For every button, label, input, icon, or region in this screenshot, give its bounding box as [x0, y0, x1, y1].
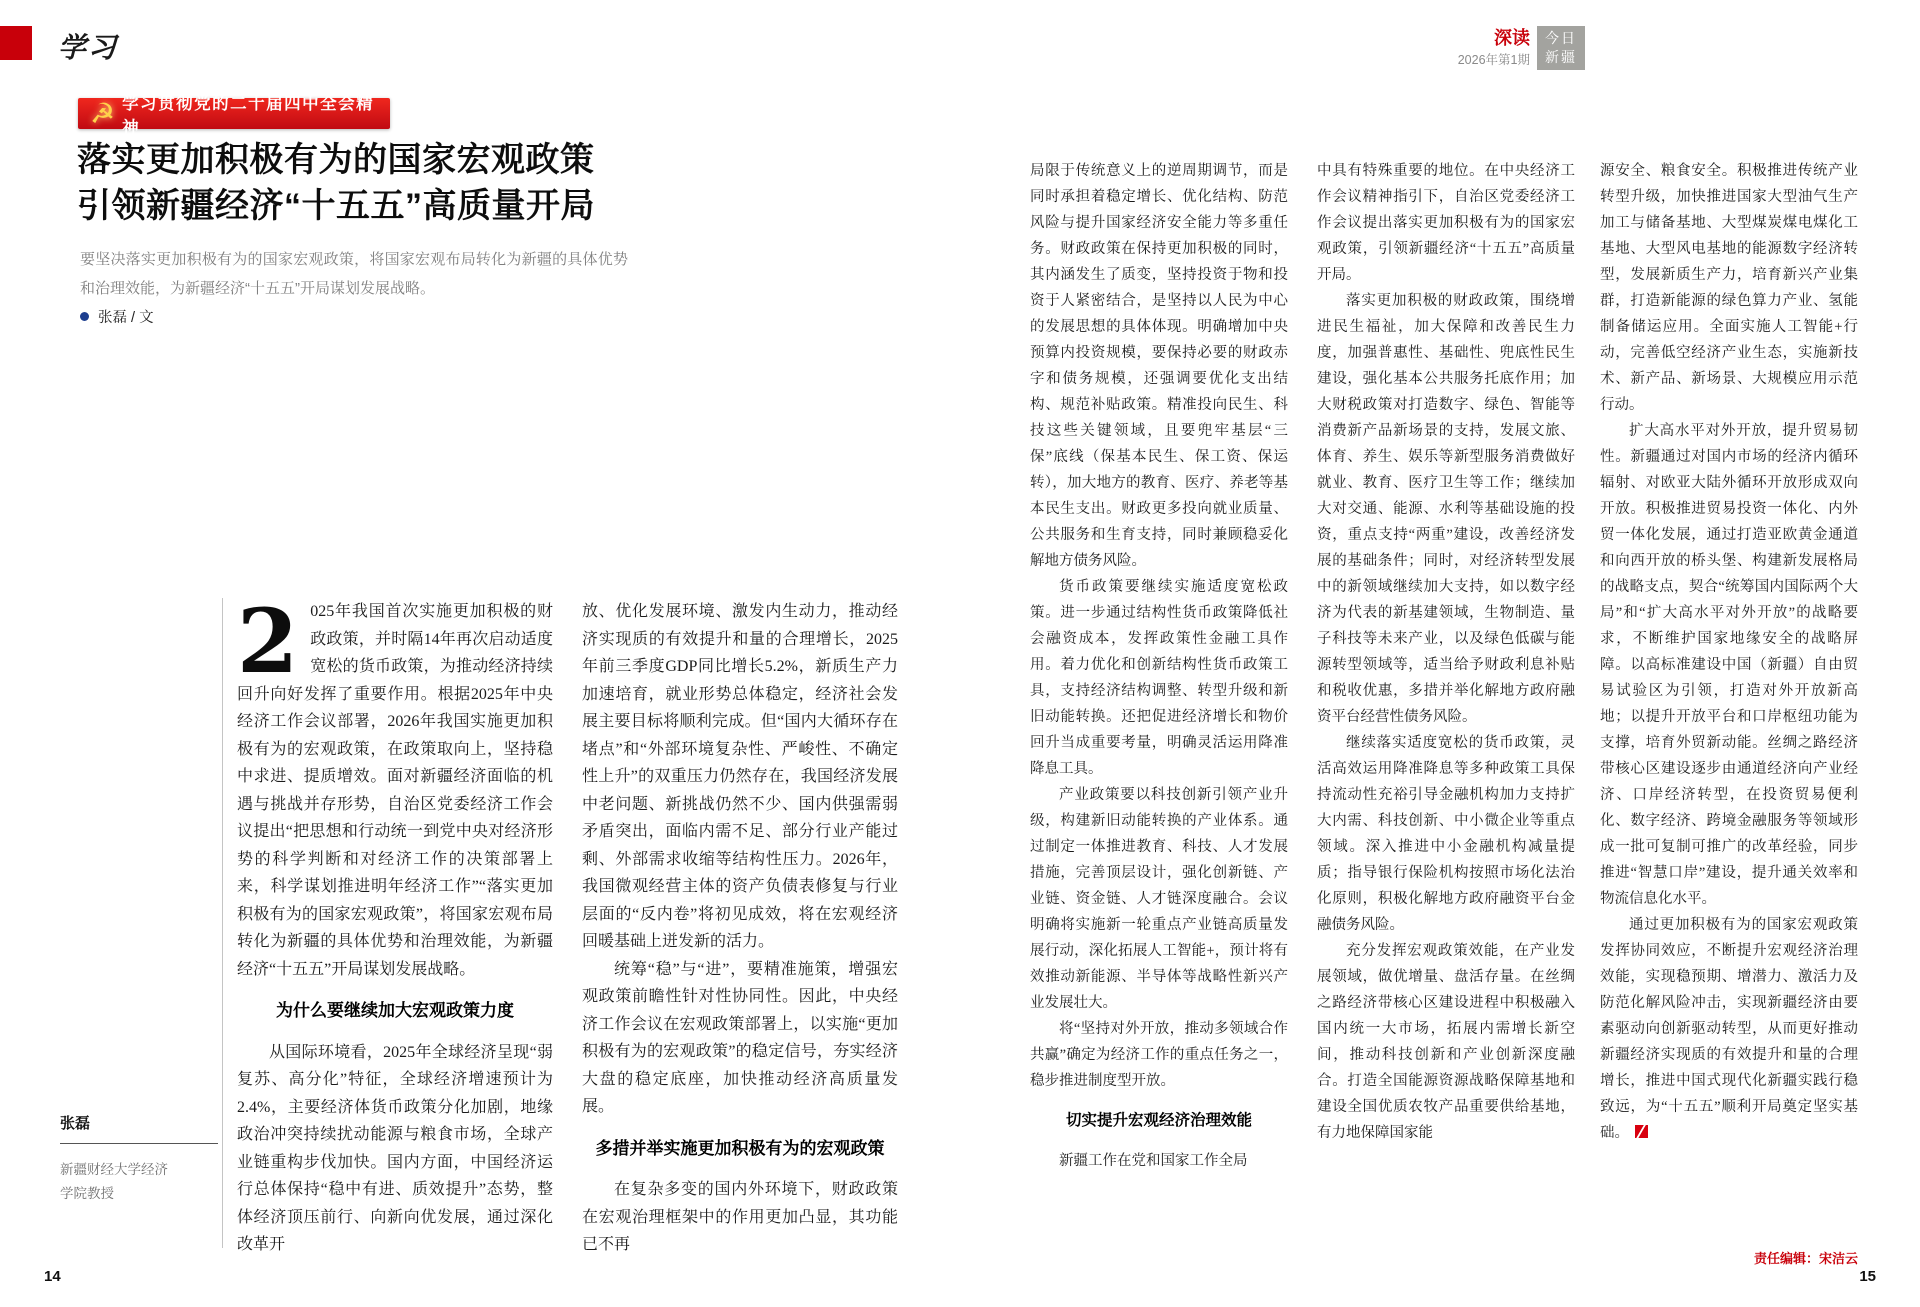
body-paragraph: 2 025年我国首次实施更加积极的财政政策，并时隔14年再次启动适度宽松的货币政策，为推动经济持续回升向好发挥了重要作用。根据2025年中央经济工作会议部署，2026年我国实施更加积极有为的宏观政策，在政策取向上，坚持稳中求进、提质增效。面对新疆经济面临的机遇与挑战并存形势，自治区党委经济工作会议提出“把思想和行动统一到党中央对经济形势的科学判断和对经济工作的决策部署上来，科学谋划推进明年经济工作”“落实更加积极有为的国家宏观政策”，将国家宏观布局转化为新疆的具体优势和治理效能，为新疆经济“十五五”开局谋划发展战略。 — [237, 589, 553, 978]
body-paragraph: 继续落实适度宽松的货币政策，灵活高效运用降准降息等多种政策工具保持流动性充裕引导金融机构加力支持扩大内需、科技创新、中小微企业等重点领域。深入推进中小金融机构减量提质；指导银行保险机构按照市场化法治化原则，积极化解地方政府融资平台金融债务风险。 — [1317, 735, 1575, 933]
article-title-line2: 引领新疆经济“十五五”高质量开局 — [77, 187, 595, 225]
author-name: 张磊 — [60, 1115, 91, 1132]
issue-label: 2026年第1期 — [1457, 53, 1530, 67]
section-heading: 多措并举实施更加积极有为的宏观政策 — [595, 1138, 885, 1158]
article-end-mark — [1635, 1125, 1648, 1138]
body-paragraph: 产业政策要以科技创新引领产业升级，构建新旧动能转换的产业体系。通过制定一体推进教育、科技、人才发展措施，完善顶层设计，强化创新链、产业链、资金链、人才链深度融合。会议明确将实施新一轮重点产业链高质量发展行动，深化拓展人工智能+，预计将有效推动新能源、半导体等战略性新兴产业发展壮大。 — [1030, 787, 1288, 1011]
banner-label: 学习贯彻党的二十届四中全会精神 — [122, 94, 375, 137]
byline-text: 张磊 / 文 — [98, 310, 154, 326]
body-paragraph: 放、优化发展环境、激发内生动力，推动经济实现质的有效提升和量的合理增长，2025年前三季度GDP同比增长5.2%，新质生产力加速培育，就业形势总体稳定，经济社会发展主要目标将顺利完成。但“国内大循环存在堵点”和“外部环境复杂性、严峻性、不确定性上升”的双重压力仍然存在，我国经济发展中老问题、新挑战仍然不少、国内供强需弱矛盾突出，面临内需不足、部分行业产能过剩、外部需求收缩等结构性压力。2026年，我国微观经营主体的资产负债表修复与行业层面的“反内卷”将初见成效，将在宏观经济回暖基础上迸发新的活力。 — [582, 603, 898, 950]
bio-divider — [60, 1143, 218, 1144]
body-paragraph: 在复杂多变的国内外环境下，财政政策在宏观治理框架中的作用更加凸显，其功能已不再 — [582, 1181, 898, 1253]
right-page-column-1 — [1030, 158, 1288, 1174]
article-deck: 要坚决落实更加积极有为的国家宏观政策，将国家宏观布局转化为新疆的具体优势和治理效能，为新疆经济“十五五”开局谋划发展战略。 — [80, 251, 628, 297]
body-paragraph: 统筹“稳”与“进”，要精准施策，增强宏观政策前瞻性针对性协同性。因此，中央经济工作会议在宏观政策部署上，以实施“更加积极有为的宏观政策”的稳定信号，夯实经济大盘的稳定底座，加快推动经济高质量发展。 — [582, 960, 898, 1115]
section-heading: 切实提升宏观经济治理效能 — [1065, 1112, 1252, 1129]
column-rule — [222, 598, 223, 1248]
party-emblem-icon: ☭ — [90, 97, 116, 129]
body-paragraph: 落实更加积极的财政政策，围绕增进民生福祉，加大保障和改善民生力度，加强普惠性、基础性、兜底性民生建设，强化基本公共服务托底作用；加大财税政策对打造数字、绿色、智能等消费新产品新场景的支持，发展文旅、体育、养生、娱乐等新型服务消费做好就业、教育、医疗卫生等工作；继续加大对交通、能源、水利等基础设施的投资，重点支持“两重”建设，改善经济发展的基础条件；同时，对经济转型发展中的新领域继续加大支持，如以数字经济为代表的新基建领域，生物制造、量子科技等未来产业，以及绿色低碳与能源转型领域等，适当给予财政利息补贴和税收优惠，多措并举化解地方政府融资平台经营性债务风险。 — [1317, 293, 1575, 725]
body-paragraph: 中具有特殊重要的地位。在中央经济工作会议精神指引下，自治区党委经济工作会议提出落实更加积极有为的国家宏观政策，引领新疆经济“十五五”高质量开局。 — [1317, 163, 1575, 283]
page-kicker: 学习 — [58, 31, 119, 64]
body-paragraph: 充分发挥宏观政策效能，在产业发展领域，做优增量、盘活存量。在丝绸之路经济带核心区建设进程中积极融入国内统一大市场，拓展内需增长新空间，推动科技创新和产业创新深度融合。打造全国能源资源战略保障基地和建设全国优质农牧产品重要供给基地，有力地保障国家能 — [1317, 943, 1575, 1141]
body-paragraph: 货币政策要继续实施适度宽松政策。进一步通过结构性货币政策降低社会融资成本，发挥政策性金融工具作用。着力优化和创新结构性货币政策工具，支持经济结构调整、转型升级和新旧动能转换。还把促进经济增长和物价回升当成重要考量，明确灵活运用降准降息工具。 — [1030, 579, 1288, 777]
right-page-header — [1380, 28, 1530, 68]
article-title-line1: 落实更加积极有为的国家宏观政策 — [77, 141, 595, 179]
red-corner-tab — [0, 26, 32, 60]
article-title — [77, 137, 595, 229]
section-heading: 为什么要继续加大宏观政策力度 — [276, 1001, 514, 1020]
byline — [80, 306, 154, 327]
byline-dot-icon — [80, 312, 89, 321]
body-paragraph: 将“坚持对外开放，推动多领域合作共赢”确定为经济工作的重点任务之一，稳步推进制度型开放。 — [1030, 1021, 1288, 1089]
body-paragraph: 新疆工作在党和国家工作全局 — [1059, 1153, 1248, 1169]
magazine-logo — [1537, 26, 1585, 70]
left-page-column-2 — [582, 598, 898, 1259]
right-page-column-3 — [1600, 158, 1858, 1146]
right-page-column-2 — [1317, 158, 1575, 1146]
body-paragraph: 扩大高水平对外开放，提升贸易韧性。新疆通过对国内市场的经济内循环辐射、对欧亚大陆外循环开放形成双向开放。积极推进贸易投资一体化、内外贸一体化发展，通过打造亚欧黄金通道和向西开放的桥头堡、构建新发展格局的战略支点，契合“统筹国内国际两个大局”和“扩大高水平对外开放”的战略要求，不断维护国家地缘安全的战略屏障。以高标准建设中国（新疆）自由贸易试验区为引领，打造对外开放新高地；以提升开放平台和口岸枢纽功能为支撑，培育外贸新动能。丝绸之路经济带核心区建设逐步由通道经济向产业经济、口岸经济转型，在投资贸易便利化、数字经济、跨境金融服务等领域形成一批可复制可推广的改革经验，同步推进“智慧口岸”建设，提升通关效率和物流信息化水平。 — [1600, 423, 1858, 907]
left-page-column-1 — [237, 589, 553, 1259]
body-paragraph: 源安全、粮食安全。积极推进传统产业转型升级，加快推进国家大型油气生产加工与储备基地、大型煤炭煤电煤化工基地、大型风电基地的能源数字经济转型，发展新质生产力，培育新兴产业集群，打造新能源的绿色算力产业、氢能制备储运应用。全面实施人工智能+行动，完善低空经济产业生态，实施新技术、新产品、新场景、大规模应用示范行动。 — [1600, 163, 1858, 413]
body-paragraph: 通过更加积极有为的国家宏观政策发挥协同效应，不断提升宏观经济治理效能，实现稳预期、增潜力、激活力及防范化解风险冲击，实现新疆经济由要素驱动向创新驱动转型，从而更好推动新疆经济实现质的有效提升和量的合理增长，推进中国式现代化新疆实践行稳致远，为“十五五”顺利开局奠定坚实基础。 — [1600, 917, 1858, 1141]
body-paragraph: 从国际环境看，2025年全球经济呈现“弱复苏、高分化”特征，全球经济增速预计为2.4%，主要经济体货币政策分化加剧，地缘政治冲突持续扰动能源与粮食市场，全球产业链重构步伐加快。国内方面，中国经济运行总体保持“稳中有进、质效提升”态势，整体经济顶压前行、向新向优发展，通过深化改革开 — [237, 1043, 553, 1253]
magazine-logo-text: 今日新疆 — [1545, 30, 1577, 65]
editor-credit: 责任编辑：宋洁云 — [1753, 1251, 1858, 1266]
section-tag: 深读 — [1494, 28, 1530, 48]
page-number-right: 15 — [1859, 1268, 1876, 1285]
author-bio — [60, 1112, 220, 1206]
body-paragraph: 局限于传统意义上的逆周期调节，而是同时承担着稳定增长、优化结构、防范风险与提升国家经济安全能力等多重任务。财政政策在保持更加积极的同时，其内涵发生了质变，坚持投资于物和投资于人紧密结合，是坚持以人民为中心的发展思想的具体体现。明确增加中央预算内投资规模，要保持必要的财政赤字和债务规模，还强调要优化支出结构、规范补贴政策。精准投向民生、科技这些关键领域，且要兜牢基层“三保”底线（保基本民生、保工资、保运转），加大地方的教育、医疗、养老等基本民生支出。财政更多投向就业质量、公共服务和生育支持，同时兼顾稳妥化解地方债务风险。 — [1030, 163, 1288, 569]
theme-banner — [78, 94, 390, 137]
drop-cap: 2 — [237, 589, 299, 693]
author-affiliation: 新疆财经大学经济学院教授 — [60, 1162, 168, 1201]
page-number-left: 14 — [44, 1268, 61, 1285]
